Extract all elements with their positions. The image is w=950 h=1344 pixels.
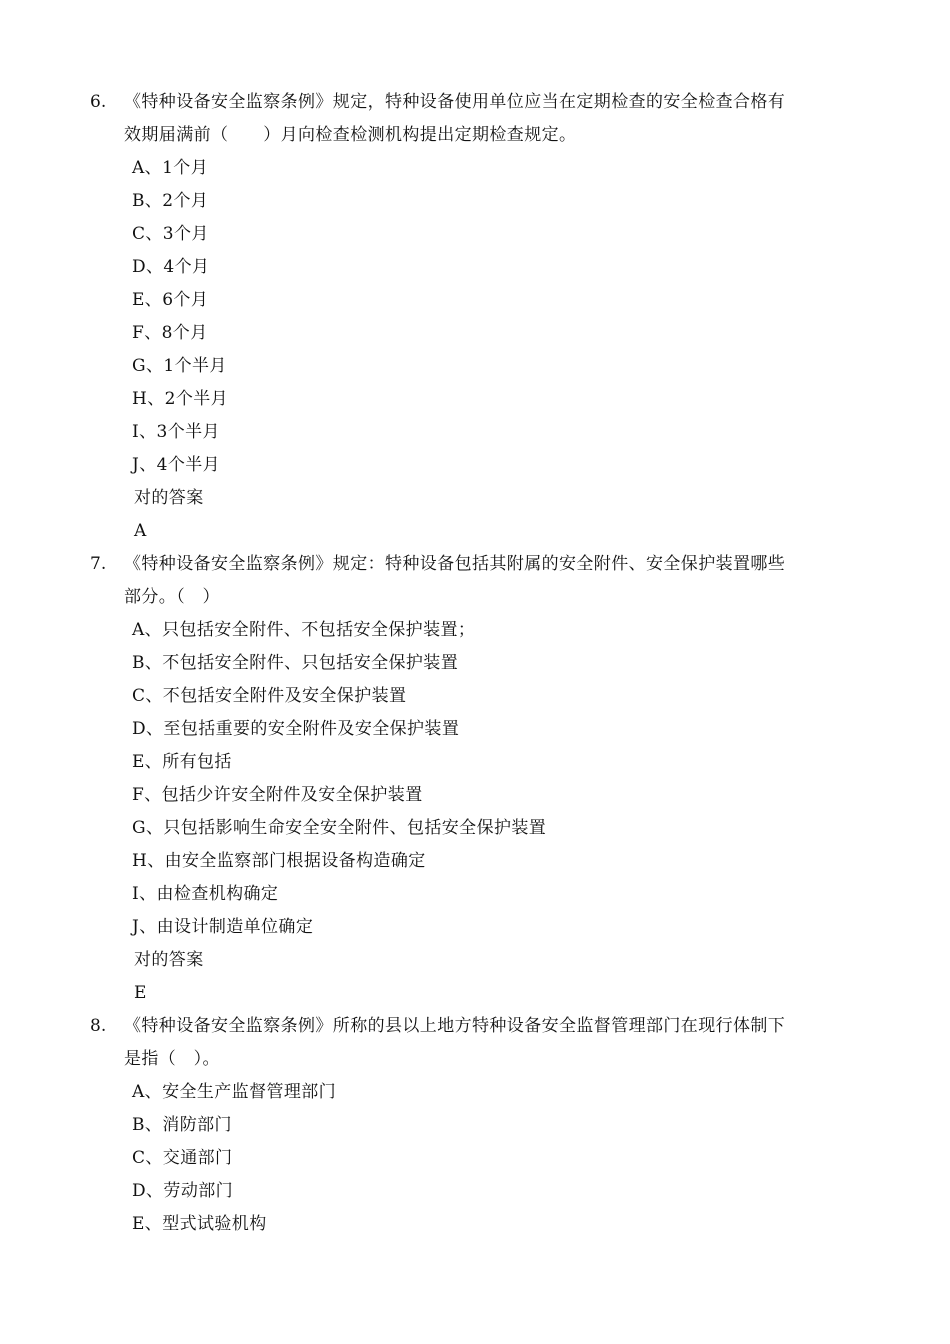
- option-i: I、3个半月: [132, 422, 220, 442]
- question-text: 效期届满前（ ）月向检查检测机构提出定期检查规定。: [124, 125, 577, 145]
- option-g: G、1个半月: [132, 356, 227, 376]
- question-text: 《特种设备安全监察条例》规定：特种设备包括其附属的安全附件、安全保护装置哪些: [124, 554, 786, 574]
- question-text: 部分。（ ）: [124, 587, 220, 607]
- option-h: H、由安全监察部门根据设备构造确定: [132, 851, 426, 871]
- question-line: [0, 1010, 950, 1043]
- question-line: [0, 548, 950, 581]
- answer-label: 对的答案: [134, 488, 204, 508]
- option-f: F、8个月: [132, 323, 208, 343]
- question-7: [0, 548, 950, 1010]
- answer-value: E: [134, 983, 147, 1003]
- option-d: D、4个月: [132, 257, 210, 277]
- question-line: [0, 86, 950, 119]
- answer-value: A: [134, 521, 147, 541]
- option-h: H、2个半月: [132, 389, 229, 409]
- option-b: B、不包括安全附件、只包括安全保护装置: [132, 653, 459, 673]
- option-e: E、6个月: [132, 290, 209, 310]
- question-number: 6.: [90, 92, 107, 112]
- option-a: A、1个月: [132, 158, 209, 178]
- question-text: 《特种设备安全监察条例》所称的县以上地方特种设备安全监督管理部门在现行体制下: [124, 1016, 786, 1036]
- option-c: C、不包括安全附件及安全保护装置: [132, 686, 407, 706]
- option-j: J、由设计制造单位确定: [132, 917, 314, 937]
- option-e: E、型式试验机构: [132, 1214, 267, 1234]
- question-6: [0, 86, 950, 548]
- question-line: [0, 119, 950, 152]
- option-a: A、只包括安全附件、不包括安全保护装置；: [132, 620, 476, 640]
- question-line: [0, 1043, 950, 1076]
- question-8: [0, 1010, 950, 1241]
- document-page: [0, 86, 950, 1241]
- option-g: G、只包括影响生命安全安全附件、包括安全保护装置: [132, 818, 547, 838]
- option-d: D、劳动部门: [132, 1181, 234, 1201]
- option-f: F、包括少许安全附件及安全保护装置: [132, 785, 423, 805]
- question-line: [0, 581, 950, 614]
- option-e: E、所有包括: [132, 752, 232, 772]
- question-text: 《特种设备安全监察条例》规定，特种设备使用单位应当在定期检查的安全检查合格有: [124, 92, 786, 112]
- option-a: A、安全生产监督管理部门: [132, 1082, 337, 1102]
- question-number: 7.: [90, 554, 107, 574]
- option-i: I、由检查机构确定: [132, 884, 279, 904]
- option-d: D、至包括重要的安全附件及安全保护装置: [132, 719, 460, 739]
- option-c: C、交通部门: [132, 1148, 233, 1168]
- option-j: J、4个半月: [132, 455, 221, 475]
- question-text: 是指（ ）。: [124, 1049, 220, 1069]
- option-b: B、2个月: [132, 191, 209, 211]
- option-c: C、3个月: [132, 224, 209, 244]
- question-number: 8.: [90, 1016, 107, 1036]
- answer-label: 对的答案: [134, 950, 204, 970]
- option-b: B、消防部门: [132, 1115, 232, 1135]
